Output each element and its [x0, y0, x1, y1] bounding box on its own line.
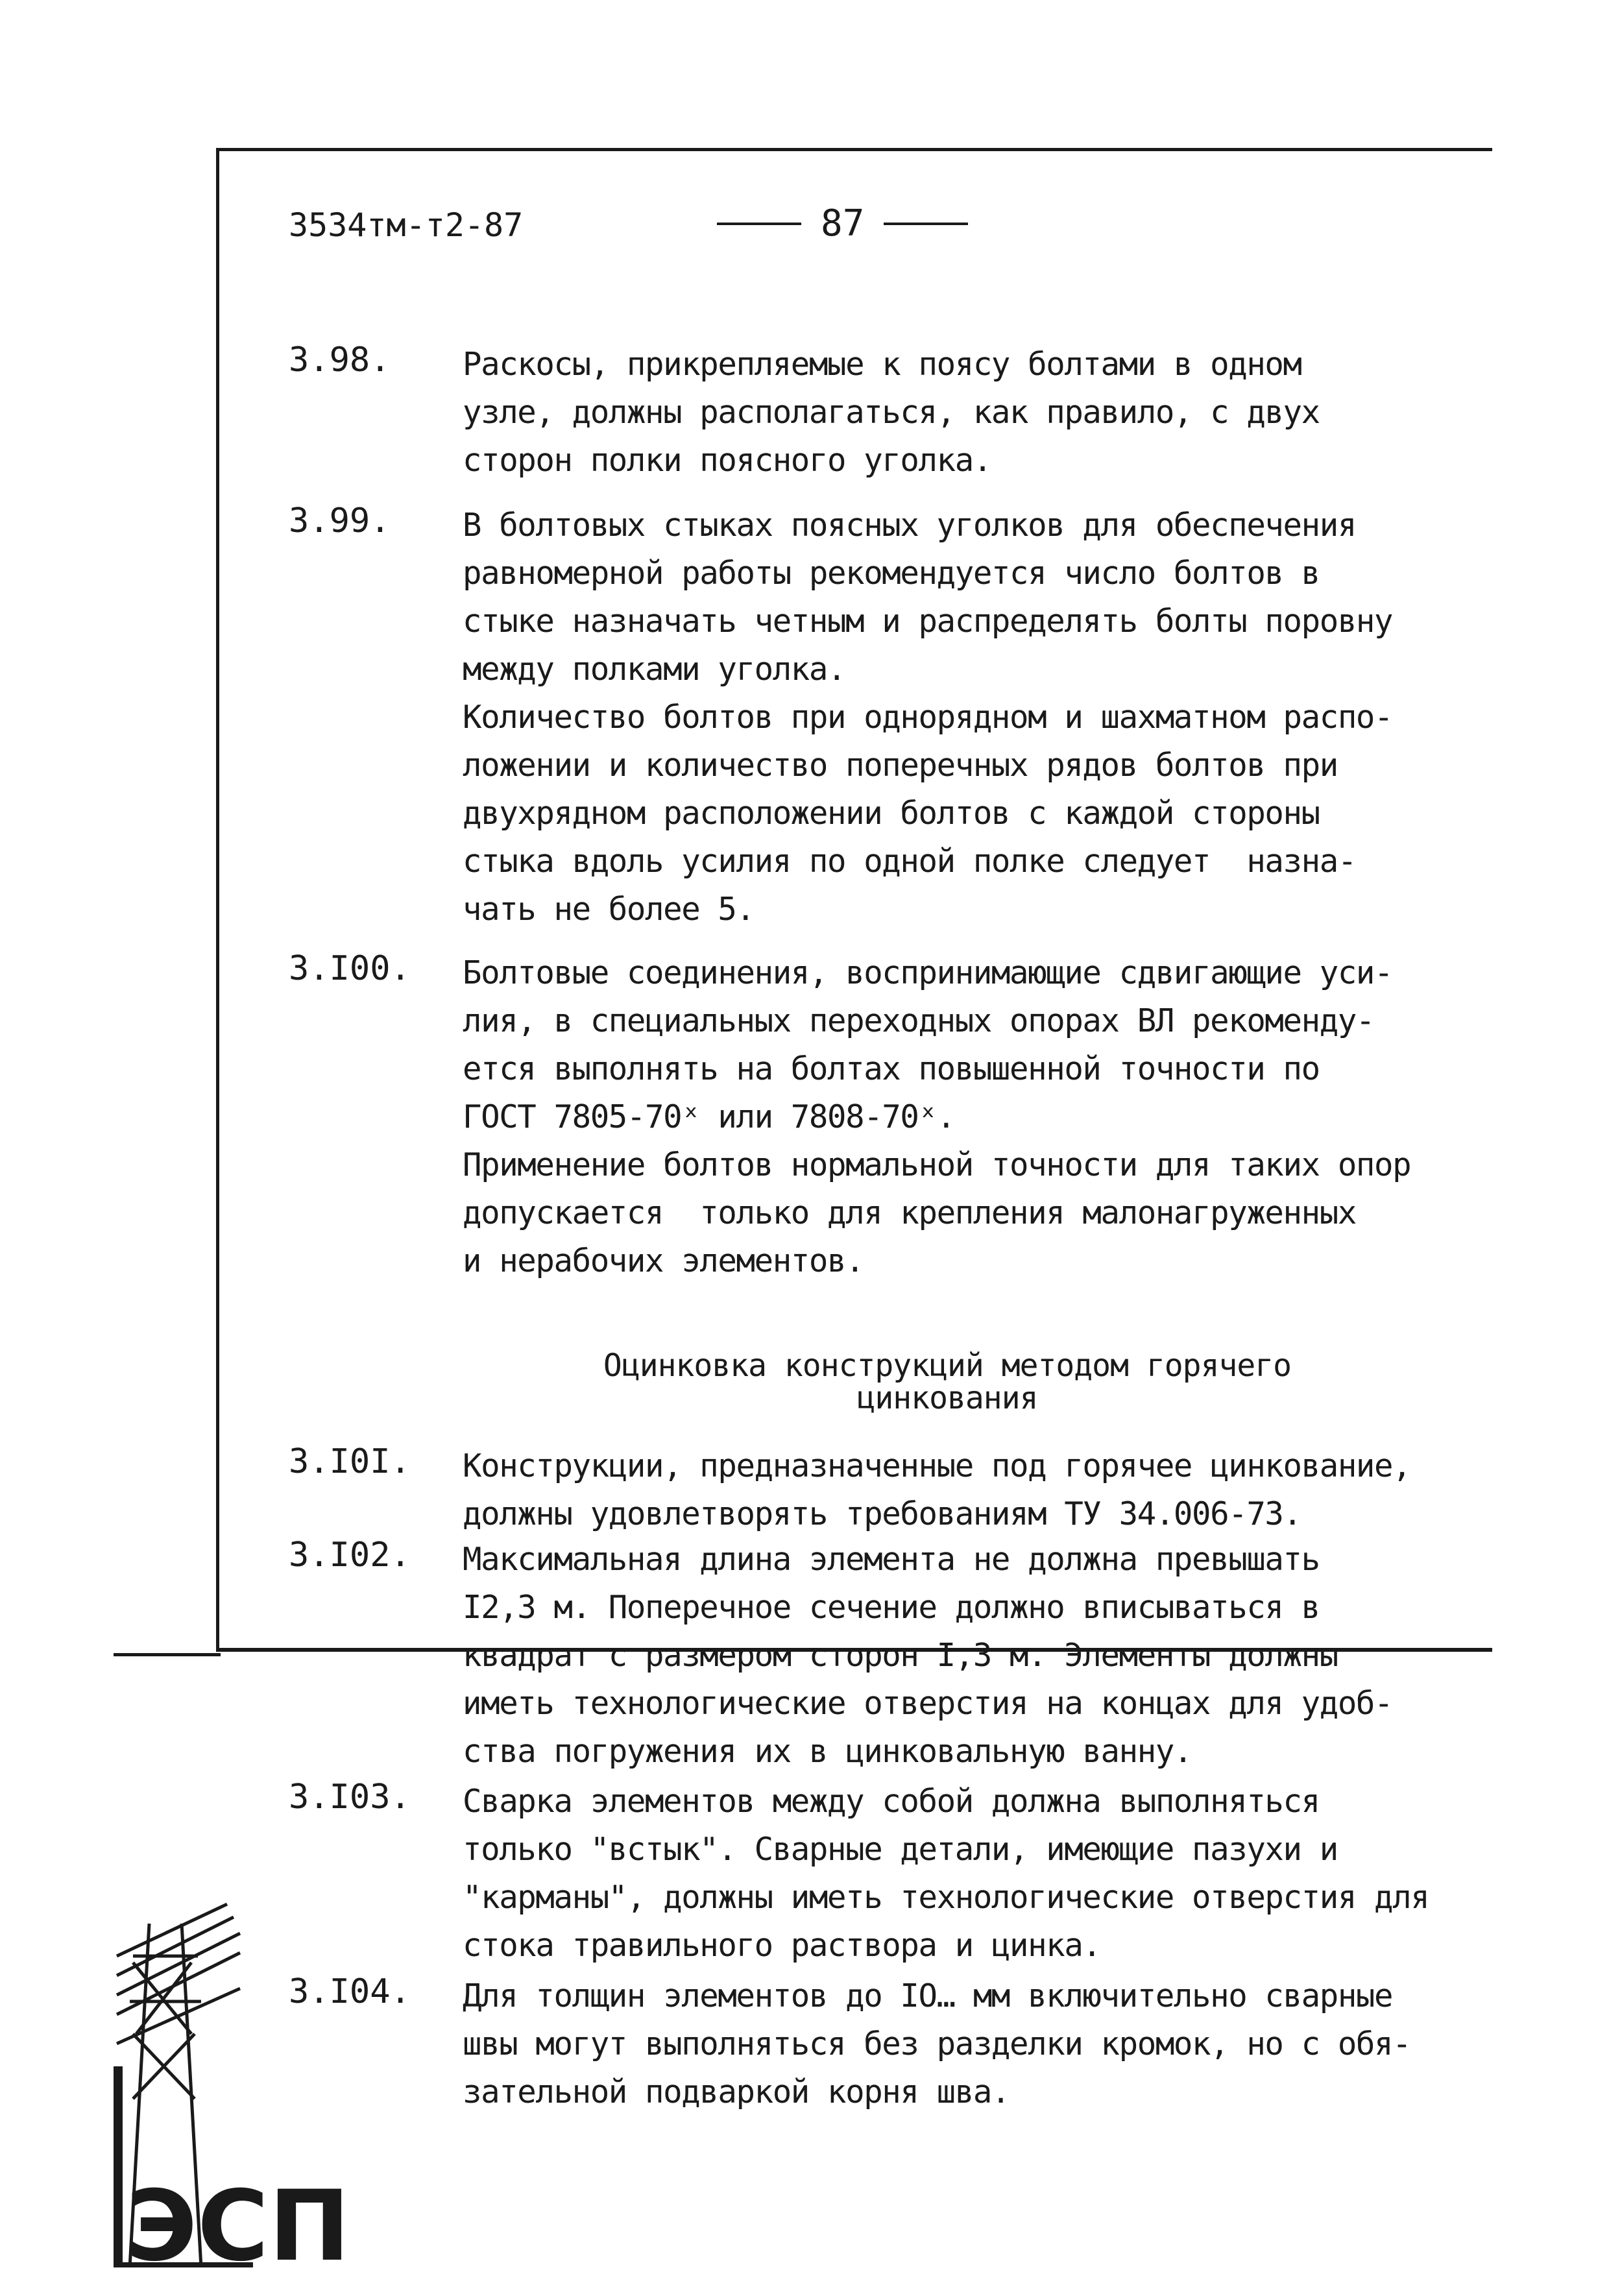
- page-number-dash-left: [717, 223, 801, 225]
- paragraph-number: 3.98.: [289, 341, 391, 380]
- page-number-dash-right: [884, 223, 968, 225]
- paragraph-number: 3.I03.: [289, 1778, 411, 1817]
- svg-text:ЭСП: ЭСП: [126, 2170, 350, 2283]
- paragraph-number: 3.I02.: [289, 1536, 411, 1575]
- paragraph-number: 3.I0I.: [289, 1442, 411, 1481]
- paragraph-text: Максимальная длина элемента не должна превышать I2,3 м. Поперечное сечение должно вписываться в квадрат с размером сторон I,3 м. Элементы должны иметь технологические отверстия на концах для удоб- ства погружения их в цинковальную ванну.: [463, 1541, 1393, 1770]
- paragraph-text: Раскосы, прикрепляемые к поясу болтами в одном узле, должны располагаться, как правило, с двух сторон полки поясного уголка.: [463, 346, 1320, 479]
- frame-left-line: [216, 148, 219, 1650]
- page-number: 87: [821, 202, 865, 245]
- frame-top-line: [216, 148, 1492, 151]
- paragraph-number: 3.I04.: [289, 1972, 411, 2011]
- section-heading: Оцинковка конструкций методом горячего цинкования: [603, 1347, 1292, 1416]
- paragraph-text: Болтовые соединения, воспринимающие сдвигающие уси- лия, в специальных переходных опорах ВЛ рекоменду- ется выполнять на болтах повышенной точности по ГОСТ 7805-70ˣ или 7808-70ˣ. Применение болтов нормальной точности для таких опор допускается только для крепления малонагруженных и нерабочих элементов.: [463, 954, 1411, 1279]
- paragraph-text: Сварка элементов между собой должна выполняться только "встык". Сварные детали, имеющие пазухи и "карманы", должны иметь технологические отверстия для стока травильного раствора и цинка.: [463, 1783, 1429, 1964]
- paragraph-text: Конструкции, предназначенные под горячее цинкование, должны удовлетворять требованиям ТУ 34.006-73.: [463, 1447, 1411, 1532]
- paragraph-number: 3.99.: [289, 501, 391, 540]
- document-code: 3534тм-т2-87: [289, 206, 524, 244]
- paragraph-text: В болтовых стыках поясных уголков для обеспечения равномерной работы рекомендуется число болтов в стыке назначать четным и распределять болты поровну между полками уголка. Количество болтов при однорядном и шахматном распо- ложении и количество поперечных рядов болтов при двухрядном расположении болтов с каждой стороны стыка вдоль усилия по одной полке следует назна- чать не более 5.: [463, 507, 1393, 928]
- paragraph-text: Для толщин элементов до IO… мм включительно сварные швы могут выполняться без разделки кромок, но с обя- зательной подваркой корня шва.: [463, 1977, 1411, 2110]
- paragraph-number: 3.I00.: [289, 949, 411, 988]
- frame-bottom-line-extension: [114, 1653, 221, 1656]
- page-number-block: [717, 202, 968, 245]
